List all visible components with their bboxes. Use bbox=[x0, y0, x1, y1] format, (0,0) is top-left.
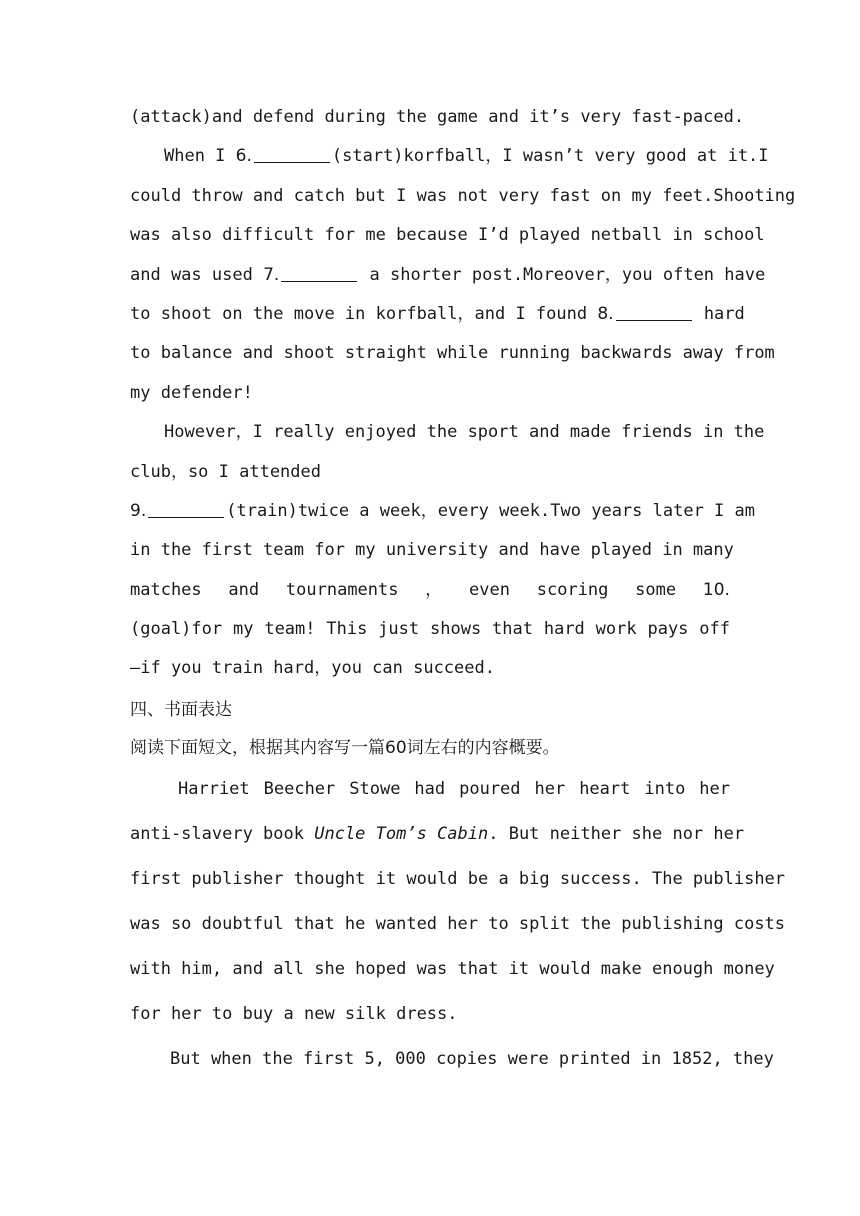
text-line bbox=[130, 295, 745, 334]
word: matches bbox=[130, 579, 202, 600]
text-fragment: When I bbox=[164, 146, 236, 167]
text-line: was also difficult for me because I’d played netball in school bbox=[130, 225, 765, 246]
word: scoring bbox=[536, 579, 609, 600]
text-fragment: a shorter post.Moreover，you often have bbox=[359, 264, 766, 285]
answer-blank-7[interactable] bbox=[281, 263, 357, 282]
question-number-7: 7. bbox=[263, 264, 280, 285]
text-line bbox=[130, 137, 769, 176]
text-line bbox=[130, 256, 766, 295]
text-fragment: to shoot on the move in korfball，and I found bbox=[130, 303, 598, 324]
word: some bbox=[635, 579, 677, 600]
text-line: was so doubtful that he wanted her to split the publishing costs bbox=[130, 913, 786, 934]
book-title: Uncle Tom’s Cabin bbox=[314, 823, 489, 844]
text-line: However，I really enjoyed the sport and made friends in the bbox=[164, 422, 765, 443]
text-line: —if you train hard，you can succeed. bbox=[130, 658, 495, 679]
text-line: my defender! bbox=[130, 382, 253, 403]
text-line bbox=[130, 492, 755, 531]
text-fragment: and was used bbox=[130, 264, 264, 285]
text-line: to balance and shoot straight while running backwards away from bbox=[130, 343, 775, 364]
text-line: (attack)and defend during the game and it’s very fast-paced. bbox=[130, 107, 745, 127]
question-number-6: 6. bbox=[235, 146, 252, 167]
text-line: club，so I attended bbox=[130, 461, 321, 482]
text-line: for her to buy a new silk dress. bbox=[130, 1003, 458, 1024]
section-heading: 四、书面表达 bbox=[130, 699, 232, 720]
word: and bbox=[228, 579, 260, 600]
text-fragment: anti-slavery book bbox=[130, 823, 315, 844]
word: ， bbox=[425, 579, 443, 600]
text-line: But when the first 5, 000 copies were printed in 1852, they bbox=[170, 1048, 774, 1069]
text-fragment: (start)korfball，I wasn’t very good at it.I bbox=[331, 146, 769, 167]
text-line: with him, and all she hoped was that it would make enough money bbox=[130, 958, 775, 979]
question-number-8: 8. bbox=[597, 303, 614, 324]
text-line: (goal)for my team! This just shows that hard work pays off bbox=[130, 619, 730, 640]
text-line: in the first team for my university and have played in many bbox=[130, 540, 734, 561]
question-number-9: 9. bbox=[130, 500, 147, 521]
instruction-text: 阅读下面短文，根据其内容写一篇60词左右的内容概要。 bbox=[130, 737, 560, 758]
answer-blank-9[interactable] bbox=[148, 499, 224, 518]
text-line: could throw and catch but I was not very fast on my feet.Shooting bbox=[130, 185, 796, 206]
text-fragment: hard bbox=[693, 303, 745, 324]
answer-blank-8[interactable] bbox=[616, 302, 692, 321]
word: even bbox=[469, 579, 510, 600]
word: tournaments bbox=[285, 579, 399, 600]
text-fragment: (train)twice a week，every week.Two years later I am bbox=[226, 500, 755, 521]
question-number-10: 10. bbox=[702, 579, 730, 600]
text-line: Harriet Beecher Stowe had poured her heart into her bbox=[178, 778, 730, 799]
text-line: first publisher thought it would be a big success. The publisher bbox=[130, 868, 786, 889]
text-line bbox=[130, 571, 730, 610]
document-page bbox=[130, 98, 796, 1082]
text-line bbox=[130, 812, 745, 857]
answer-blank-6[interactable] bbox=[254, 144, 330, 163]
text-fragment: . But neither she nor her bbox=[488, 823, 745, 844]
